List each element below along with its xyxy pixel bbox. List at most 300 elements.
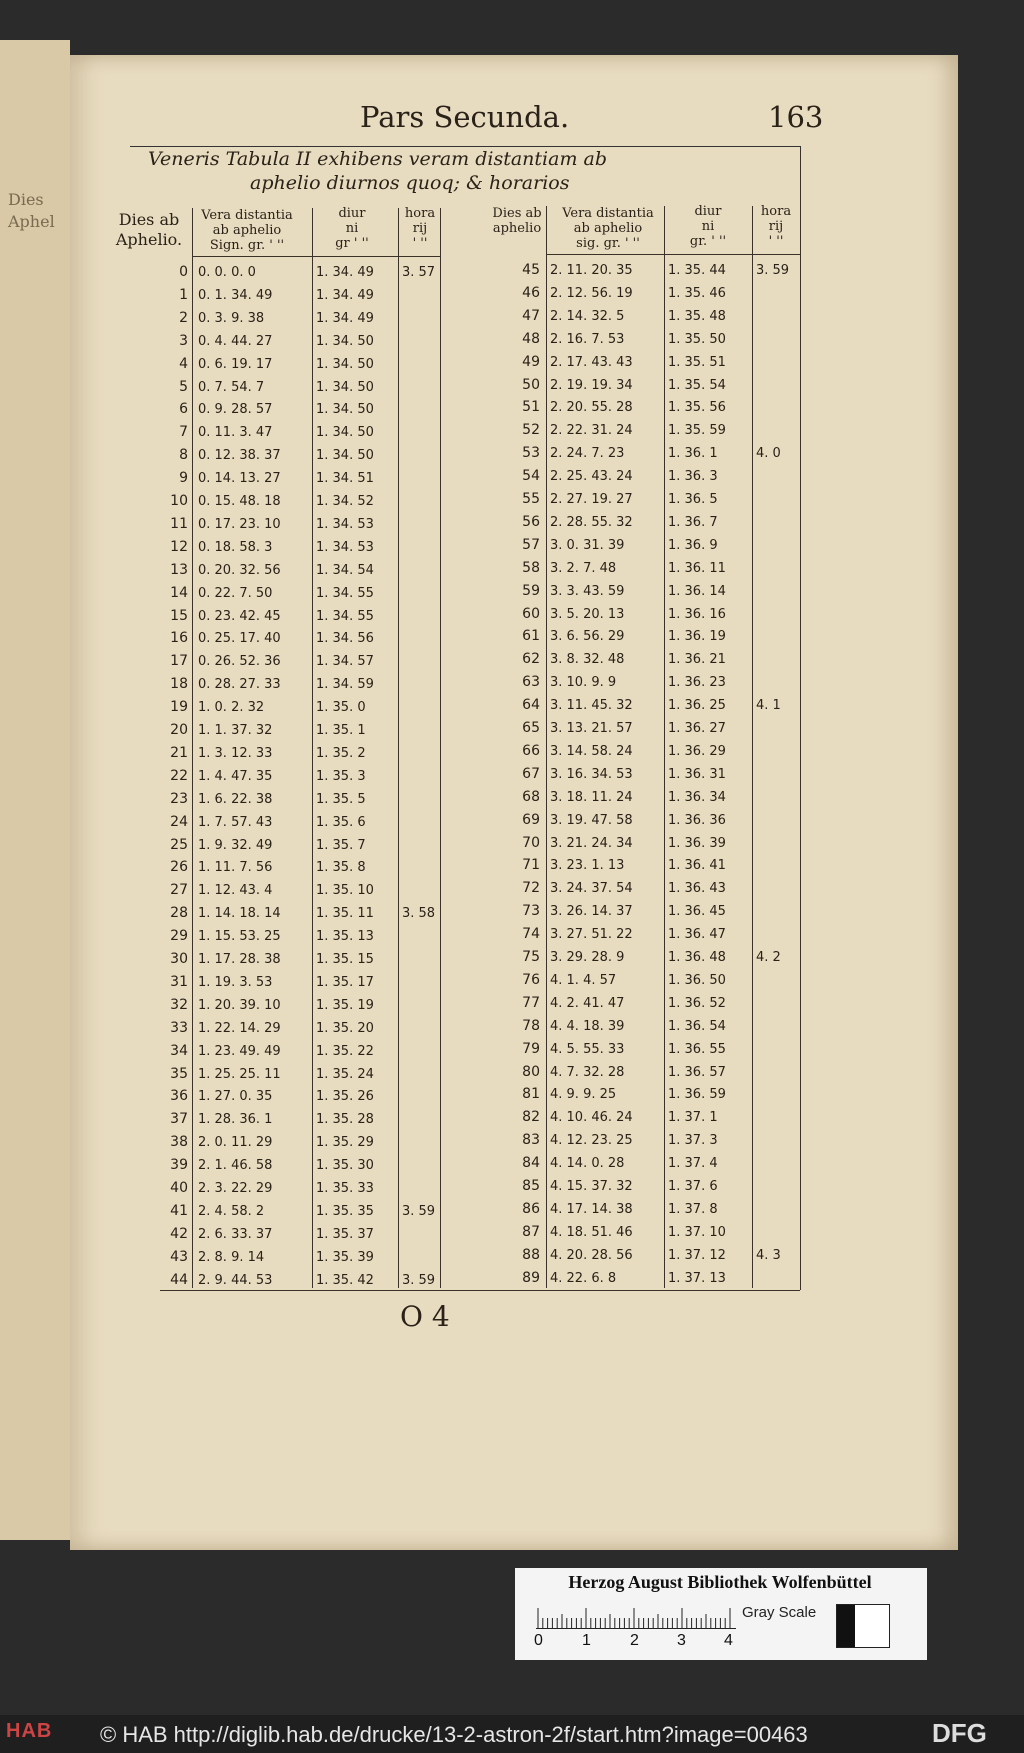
- distance-cell: 2. 14. 32. 5: [550, 308, 625, 324]
- day-cell: 56: [522, 513, 540, 530]
- horarii-cell: 3. 58: [402, 906, 436, 922]
- day-cell: 27: [170, 882, 188, 899]
- day-cell: 44: [170, 1271, 188, 1288]
- distance-cell: 0. 1. 34. 49: [198, 287, 273, 303]
- distance-cell: 3. 6. 56. 29: [550, 629, 625, 645]
- running-head: Pars Secunda.: [360, 100, 570, 134]
- left-day-header: [110, 210, 188, 250]
- header-line: ni: [345, 221, 359, 236]
- diurni-cell: 1. 35. 28: [316, 1112, 374, 1128]
- day-cell: 66: [522, 742, 540, 759]
- distance-cell: 2. 6. 33. 37: [198, 1226, 273, 1242]
- day-cell: 55: [522, 491, 540, 507]
- distance-cell: 0. 28. 27. 33: [198, 677, 281, 693]
- diurni-cell: 1. 35. 3: [316, 768, 366, 784]
- distance-cell: 3. 24. 37. 54: [550, 881, 633, 897]
- header-line: rij: [768, 219, 784, 234]
- distance-cell: 2. 12. 56. 19: [550, 285, 633, 301]
- diurni-cell: 1. 35. 30: [316, 1158, 374, 1174]
- day-cell: 65: [522, 720, 540, 736]
- diurni-cell: 1. 37. 13: [668, 1270, 726, 1286]
- day-cell: 1: [179, 286, 188, 303]
- right-day-header: [482, 206, 552, 236]
- day-cell: 52: [522, 422, 540, 439]
- day-cell: 23: [170, 790, 188, 807]
- distance-cell: 3. 19. 47. 58: [550, 812, 633, 828]
- diurni-cell: 1. 34. 50: [316, 448, 374, 464]
- ruler-ticks-icon: [536, 1606, 736, 1628]
- distance-cell: 2. 0. 11. 29: [198, 1135, 273, 1151]
- diurni-cell: 1. 35. 35: [316, 1203, 374, 1219]
- day-cell: 10: [170, 493, 188, 509]
- right-diurni-header: [668, 204, 748, 249]
- diurni-cell: 1. 36. 7: [668, 514, 718, 530]
- distance-cell: 0. 18. 58. 3: [198, 539, 273, 555]
- distance-cell: 1. 15. 53. 25: [198, 929, 281, 945]
- distance-cell: 0. 4. 44. 27: [198, 333, 273, 349]
- day-cell: 51: [522, 399, 540, 416]
- day-cell: 20: [170, 722, 188, 738]
- distance-cell: 2. 24. 7. 23: [550, 446, 625, 462]
- day-cell: 50: [522, 376, 540, 393]
- header-line: Dies ab: [492, 206, 542, 221]
- header-units: ' '': [768, 234, 784, 249]
- day-cell: 60: [522, 605, 540, 622]
- column-rule: [664, 206, 665, 1288]
- distance-cell: 0. 23. 42. 45: [198, 608, 281, 624]
- day-cell: 29: [170, 928, 188, 945]
- diurni-cell: 1. 35. 13: [316, 929, 374, 945]
- diurni-cell: 1. 36. 45: [668, 904, 726, 920]
- column-rule: [440, 208, 441, 1288]
- distance-cell: 4. 5. 55. 33: [550, 1041, 625, 1057]
- distance-cell: 4. 1. 4. 57: [550, 972, 617, 988]
- diurni-cell: 1. 34. 53: [316, 516, 374, 532]
- distance-cell: 4. 12. 23. 25: [550, 1133, 633, 1149]
- day-cell: 86: [522, 1200, 540, 1217]
- column-rule: [398, 208, 399, 1288]
- day-cell: 80: [522, 1063, 540, 1080]
- diurni-cell: 1. 35. 56: [668, 400, 726, 416]
- distance-cell: 1. 1. 37. 32: [198, 723, 273, 738]
- distance-cell: 0. 17. 23. 10: [198, 516, 281, 532]
- diurni-cell: 1. 35. 22: [316, 1043, 374, 1059]
- diurni-cell: 1. 34. 49: [316, 310, 374, 326]
- diurni-cell: 1. 35. 19: [316, 997, 374, 1013]
- diurni-cell: 1. 36. 50: [668, 972, 726, 988]
- dfg-logo: DFG: [932, 1718, 987, 1748]
- diurni-cell: 1. 35. 29: [316, 1135, 374, 1151]
- diurni-cell: 1. 35. 6: [316, 814, 366, 830]
- footer-citation: © HAB http://diglib.hab.de/drucke/13-2-astron-2f/start.htm?image=00463: [100, 1722, 808, 1747]
- day-cell: 15: [170, 607, 188, 624]
- diurni-cell: 1. 35. 5: [316, 791, 366, 807]
- day-cell: 68: [522, 788, 540, 805]
- diurni-cell: 1. 36. 54: [668, 1018, 726, 1034]
- ruler-number: 4: [724, 1632, 733, 1649]
- diurni-cell: 1. 35. 59: [668, 423, 726, 439]
- ruler-number: 2: [630, 1632, 639, 1649]
- day-cell: 38: [170, 1134, 188, 1151]
- ruler-number: 0: [534, 1632, 543, 1649]
- horarii-cell: 3. 59: [402, 1272, 436, 1288]
- diurni-cell: 1. 35. 51: [668, 354, 726, 370]
- diurni-cell: 1. 34. 54: [316, 562, 374, 578]
- diurni-cell: 1. 35. 1: [316, 723, 366, 738]
- diurni-cell: 1. 36. 36: [668, 812, 726, 828]
- diurni-cell: 1. 36. 19: [668, 629, 726, 645]
- day-cell: 30: [170, 951, 188, 967]
- header-line: hora: [760, 204, 792, 219]
- gray-scale-swatch: [836, 1604, 890, 1648]
- day-cell: 62: [522, 651, 540, 668]
- day-cell: 28: [170, 905, 188, 922]
- day-cell: 71: [522, 857, 540, 874]
- distance-cell: 1. 23. 49. 49: [198, 1043, 281, 1059]
- distance-cell: 1. 9. 32. 49: [198, 837, 273, 853]
- horarii-cell: 3. 59: [756, 263, 790, 278]
- diurni-cell: 1. 35. 2: [316, 745, 366, 761]
- diurni-cell: 1. 34. 55: [316, 608, 374, 624]
- distance-cell: 0. 25. 17. 40: [198, 631, 281, 647]
- distance-cell: 1. 7. 57. 43: [198, 814, 273, 830]
- day-cell: 69: [522, 811, 540, 828]
- diurni-cell: 1. 34. 55: [316, 585, 374, 601]
- day-cell: 13: [170, 561, 188, 578]
- distance-cell: 3. 14. 58. 24: [550, 743, 633, 759]
- day-cell: 25: [170, 836, 188, 853]
- diurni-cell: 1. 35. 8: [316, 860, 366, 876]
- day-cell: 16: [170, 630, 188, 647]
- distance-cell: 0. 6. 19. 17: [198, 356, 273, 372]
- day-cell: 17: [170, 653, 188, 670]
- day-cell: 63: [522, 674, 540, 691]
- diurni-cell: 1. 34. 50: [316, 402, 374, 418]
- header-line: ab aphelio: [212, 223, 282, 238]
- diurni-cell: 1. 36. 5: [668, 492, 718, 507]
- day-cell: 3: [179, 332, 188, 349]
- distance-cell: 3. 0. 31. 39: [550, 537, 625, 553]
- distance-cell: 2. 11. 20. 35: [550, 263, 633, 278]
- column-rule: [546, 206, 547, 1288]
- distance-cell: 1. 14. 18. 14: [198, 906, 281, 922]
- table-caption-line-2: aphelio diurnos quoq; & horarios: [250, 172, 570, 194]
- distance-cell: 0. 7. 54. 7: [198, 379, 265, 395]
- left-horarii-header: [398, 206, 442, 251]
- day-cell: 22: [170, 767, 188, 784]
- diurni-cell: 1. 35. 7: [316, 837, 366, 853]
- distance-cell: 1. 6. 22. 38: [198, 791, 273, 807]
- header-line: ni: [701, 219, 715, 234]
- horarii-cell: 4. 0: [756, 446, 781, 462]
- diurni-cell: 1. 35. 17: [316, 974, 374, 990]
- day-cell: 19: [170, 699, 188, 716]
- distance-cell: 1. 25. 25. 11: [198, 1066, 281, 1082]
- distance-cell: 1. 20. 39. 10: [198, 997, 281, 1013]
- diurni-cell: 1. 35. 0: [316, 700, 366, 716]
- distance-cell: 3. 26. 14. 37: [550, 904, 633, 920]
- header-line: aphelio: [492, 221, 542, 236]
- day-cell: 11: [170, 515, 188, 532]
- day-cell: 81: [522, 1086, 540, 1103]
- day-cell: 35: [170, 1065, 188, 1082]
- diurni-cell: 1. 36. 52: [668, 995, 726, 1011]
- day-cell: 54: [522, 468, 540, 485]
- distance-cell: 1. 12. 43. 4: [198, 883, 273, 899]
- diurni-cell: 1. 35. 26: [316, 1089, 374, 1105]
- header-rule: [546, 254, 800, 255]
- distance-cell: 1. 0. 2. 32: [198, 700, 265, 716]
- header-line: Vera distantia: [201, 208, 293, 223]
- distance-cell: 3. 13. 21. 57: [550, 721, 633, 736]
- day-cell: 79: [522, 1040, 540, 1057]
- day-cell: 46: [522, 284, 540, 301]
- distance-cell: 4. 2. 41. 47: [550, 995, 625, 1011]
- distance-cell: 0. 22. 7. 50: [198, 585, 273, 601]
- distance-cell: 2. 22. 31. 24: [550, 423, 633, 439]
- signature-mark: O 4: [400, 1300, 450, 1333]
- diurni-cell: 1. 36. 55: [668, 1041, 726, 1057]
- day-cell: 57: [522, 536, 540, 553]
- diurni-cell: 1. 36. 16: [668, 606, 726, 622]
- header-line: diur: [338, 206, 366, 221]
- diurni-cell: 1. 35. 48: [668, 308, 726, 324]
- diurni-cell: 1. 34. 59: [316, 677, 374, 693]
- distance-cell: 1. 27. 0. 35: [198, 1089, 273, 1105]
- diurni-cell: 1. 34. 49: [316, 265, 374, 280]
- diurni-cell: 1. 35. 24: [316, 1066, 374, 1082]
- diurni-cell: 1. 36. 34: [668, 789, 726, 805]
- day-cell: 4: [179, 355, 188, 372]
- distance-cell: 1. 11. 7. 56: [198, 860, 273, 876]
- distance-cell: 4. 10. 46. 24: [550, 1110, 633, 1126]
- distance-cell: 2. 3. 22. 29: [198, 1181, 273, 1196]
- day-cell: 82: [522, 1109, 540, 1126]
- distance-cell: 3. 21. 24. 34: [550, 835, 633, 851]
- diurni-cell: 1. 35. 44: [668, 263, 726, 278]
- distance-cell: 4. 4. 18. 39: [550, 1018, 625, 1034]
- diurni-cell: 1. 34. 50: [316, 425, 374, 441]
- diurni-cell: 1. 35. 46: [668, 285, 726, 301]
- day-cell: 70: [522, 834, 540, 851]
- distance-cell: 3. 27. 51. 22: [550, 927, 633, 943]
- day-cell: 89: [522, 1269, 540, 1286]
- distance-cell: 3. 29. 28. 9: [550, 950, 625, 965]
- distance-cell: 3. 8. 32. 48: [550, 652, 625, 668]
- diurni-cell: 1. 34. 50: [316, 356, 374, 372]
- day-cell: 76: [522, 971, 540, 988]
- distance-cell: 3. 10. 9. 9: [550, 675, 617, 691]
- distance-cell: 0. 14. 13. 27: [198, 471, 281, 487]
- diurni-cell: 1. 35. 33: [316, 1181, 374, 1196]
- distance-cell: 0. 3. 9. 38: [198, 310, 265, 326]
- diurni-cell: 1. 36. 59: [668, 1087, 726, 1103]
- column-rule: [752, 206, 753, 1288]
- distance-cell: 4. 18. 51. 46: [550, 1224, 633, 1240]
- distance-cell: 0. 12. 38. 37: [198, 448, 281, 464]
- diurni-cell: 1. 36. 47: [668, 927, 726, 943]
- horarii-cell: 3. 57: [402, 265, 436, 280]
- scale-ruler: [536, 1606, 736, 1629]
- adjacent-page-edge: [0, 40, 70, 1540]
- diurni-cell: 1. 35. 20: [316, 1020, 374, 1036]
- page-number: 163: [768, 100, 824, 134]
- distance-cell: 0. 20. 32. 56: [198, 562, 281, 578]
- day-cell: 78: [522, 1017, 540, 1034]
- day-cell: 40: [170, 1180, 188, 1196]
- diurni-cell: 1. 37. 6: [668, 1179, 718, 1194]
- distance-cell: 0. 11. 3. 47: [198, 425, 273, 441]
- distance-cell: 2. 27. 19. 27: [550, 492, 633, 507]
- diurni-cell: 1. 36. 48: [668, 950, 726, 965]
- diurni-cell: 1. 35. 39: [316, 1249, 374, 1265]
- diurni-cell: 1. 36. 23: [668, 675, 726, 691]
- day-cell: 6: [179, 401, 188, 418]
- hab-logo: HAB: [6, 1720, 53, 1742]
- header-units: ' '': [412, 236, 428, 251]
- header-units: sig. gr. ' '': [576, 236, 640, 251]
- day-cell: 24: [170, 813, 188, 830]
- day-cell: 42: [170, 1225, 188, 1242]
- diurni-cell: 1. 36. 9: [668, 537, 718, 553]
- diurni-cell: 1. 35. 50: [668, 331, 726, 347]
- diurni-cell: 1. 34. 52: [316, 494, 374, 509]
- distance-cell: 0. 15. 48. 18: [198, 494, 281, 509]
- diurni-cell: 1. 36. 1: [668, 446, 718, 462]
- diurni-cell: 1. 37. 12: [668, 1247, 726, 1263]
- day-cell: 88: [522, 1246, 540, 1263]
- distance-cell: 2. 25. 43. 24: [550, 469, 633, 485]
- day-cell: 2: [179, 309, 188, 326]
- distance-cell: 3. 3. 43. 59: [550, 583, 625, 599]
- column-rule: [312, 208, 313, 1288]
- diurni-cell: 1. 34. 56: [316, 631, 374, 647]
- distance-cell: 2. 28. 55. 32: [550, 514, 633, 530]
- header-units: gr ' '': [335, 236, 369, 251]
- table-caption-line-1: Veneris Tabula II exhibens veram distantiam ab: [148, 148, 607, 170]
- distance-cell: 4. 22. 6. 8: [550, 1270, 617, 1286]
- diurni-cell: 1. 35. 11: [316, 906, 374, 922]
- header-line: rij: [412, 221, 428, 236]
- day-cell: 32: [170, 996, 188, 1013]
- diurni-cell: 1. 36. 21: [668, 652, 726, 668]
- horarii-cell: 4. 1: [756, 698, 781, 714]
- diurni-cell: 1. 34. 53: [316, 539, 374, 555]
- diurni-cell: 1. 34. 50: [316, 379, 374, 395]
- diurni-cell: 1. 34. 57: [316, 654, 374, 670]
- day-cell: 12: [170, 538, 188, 555]
- day-cell: 61: [522, 628, 540, 645]
- day-cell: 77: [522, 994, 540, 1011]
- distance-cell: 3. 2. 7. 48: [550, 560, 617, 576]
- distance-cell: 2. 9. 44. 53: [198, 1272, 273, 1288]
- ruler-number: 3: [677, 1632, 686, 1649]
- diurni-cell: 1. 34. 49: [316, 287, 374, 303]
- day-cell: 48: [522, 330, 540, 347]
- header-rule: [192, 256, 440, 257]
- left-distance-header: [192, 208, 302, 253]
- day-cell: 67: [522, 765, 540, 782]
- diurni-cell: 1. 36. 41: [668, 858, 726, 874]
- distance-cell: 2. 16. 7. 53: [550, 331, 625, 347]
- day-cell: 87: [522, 1223, 540, 1240]
- day-cell: 85: [522, 1178, 540, 1194]
- day-cell: 41: [170, 1202, 188, 1219]
- day-cell: 9: [179, 470, 188, 487]
- distance-cell: 4. 17. 14. 38: [550, 1201, 633, 1217]
- distance-cell: 2. 4. 58. 2: [198, 1203, 265, 1219]
- day-cell: 5: [179, 378, 188, 395]
- diurni-cell: 1. 35. 42: [316, 1272, 374, 1288]
- diurni-cell: 1. 35. 37: [316, 1226, 374, 1242]
- diurni-cell: 1. 36. 43: [668, 881, 726, 897]
- distance-cell: 3. 18. 11. 24: [550, 789, 633, 805]
- diurni-cell: 1. 36. 25: [668, 698, 726, 714]
- distance-cell: 4. 20. 28. 56: [550, 1247, 633, 1263]
- diurni-cell: 1. 36. 29: [668, 743, 726, 759]
- diurni-cell: 1. 35. 15: [316, 952, 374, 967]
- distance-cell: 4. 7. 32. 28: [550, 1064, 625, 1080]
- distance-cell: 2. 1. 46. 58: [198, 1158, 273, 1174]
- day-cell: 53: [522, 445, 540, 462]
- header-line: diur: [694, 204, 722, 219]
- day-cell: 74: [522, 926, 540, 943]
- diurni-cell: 1. 37. 8: [668, 1201, 718, 1217]
- day-cell: 49: [522, 353, 540, 370]
- distance-cell: 4. 9. 9. 25: [550, 1087, 617, 1103]
- day-cell: 64: [522, 697, 540, 714]
- day-cell: 58: [522, 559, 540, 576]
- diurni-cell: 1. 36. 57: [668, 1064, 726, 1080]
- distance-cell: 3. 23. 1. 13: [550, 858, 625, 874]
- day-cell: 37: [170, 1111, 188, 1128]
- distance-cell: 2. 8. 9. 14: [198, 1249, 265, 1265]
- day-cell: 72: [522, 880, 540, 897]
- diurni-cell: 1. 35. 10: [316, 883, 374, 899]
- day-cell: 34: [170, 1042, 188, 1059]
- header-units: Sign. gr. ' '': [209, 238, 285, 253]
- header-units: gr. ' '': [689, 234, 727, 249]
- distance-cell: 1. 4. 47. 35: [198, 768, 273, 784]
- diurni-cell: 1. 36. 27: [668, 721, 726, 736]
- day-cell: 21: [170, 744, 188, 761]
- day-cell: 45: [522, 262, 540, 278]
- day-cell: 75: [522, 949, 540, 965]
- day-cell: 26: [170, 859, 188, 876]
- library-stamp-title: Herzog August Bibliothek Wolfenbüttel: [568, 1572, 872, 1592]
- distance-cell: 1. 22. 14. 29: [198, 1020, 281, 1036]
- column-rule: [192, 208, 193, 1288]
- diurni-cell: 1. 36. 3: [668, 469, 718, 485]
- horarii-cell: 3. 59: [402, 1203, 436, 1219]
- diurni-cell: 1. 36. 31: [668, 766, 726, 782]
- day-cell: 39: [170, 1157, 188, 1174]
- adjacent-page-fragment: Aphel: [8, 212, 55, 231]
- distance-cell: 0. 26. 52. 36: [198, 654, 281, 670]
- ruler-number: 1: [582, 1632, 591, 1649]
- distance-cell: 3. 16. 34. 53: [550, 766, 633, 782]
- distance-cell: 1. 19. 3. 53: [198, 974, 273, 990]
- distance-cell: 0. 0. 0. 0: [198, 265, 256, 280]
- day-cell: 14: [170, 584, 188, 601]
- distance-cell: 1. 17. 28. 38: [198, 952, 281, 967]
- header-line: Vera distantia: [562, 206, 654, 221]
- right-horarii-header: [754, 204, 798, 249]
- distance-cell: 2. 20. 55. 28: [550, 400, 633, 416]
- diurni-cell: 1. 36. 14: [668, 583, 726, 599]
- header-line: hora: [404, 206, 436, 221]
- diurni-cell: 1. 37. 4: [668, 1156, 718, 1172]
